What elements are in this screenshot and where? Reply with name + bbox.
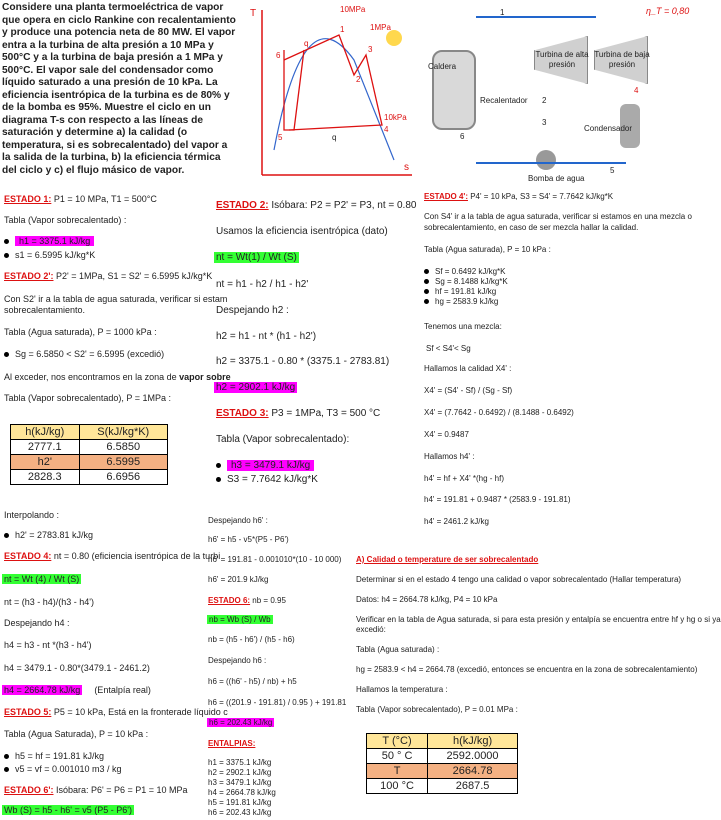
a-l7: Hallamos la temperatura : [356,685,448,694]
point-label: 6 [276,51,281,60]
list-item: h1 = 3375.1 kJ/kg [208,758,272,767]
e5-v5 [4,764,122,775]
h6-value: h6 = 202.43 kJ/kg [209,718,273,727]
s-axis-label: s [404,162,409,173]
e5-h5 [4,751,104,762]
e4-formula-text: nt = Wt (4) / Wt (S) [4,574,80,584]
interp-label: Interpolando : [4,510,60,520]
problem-statement [2,2,238,177]
a-l3: Verificar en la tabla de Agua saturada, si para esta presión y entalpía se encuentra entre hf y hg o si ya [356,615,721,624]
h4p-l1: h4' = hf + X4' *(hg - hf) [424,474,504,483]
x-l3: X4' = 0.9487 [424,430,469,439]
list-item: h3 = 3479.1 kJ/kg [208,778,272,787]
table-header [11,425,168,440]
h5-text: h5 = hf = 191.81 kJ/kg [15,751,105,761]
table-row [11,440,168,455]
e2-formula [214,252,299,264]
eta-annotation: η_T = 0,80 [646,6,690,16]
e4p-title: ESTADO 4': [424,192,468,201]
e6-h6 [207,718,274,728]
e2-l2: nt = h1 - h2 / h1 - h2' [216,279,309,290]
e4p-text: P4' = 10 kPa, S3 = S4' = 7.7642 kJ/kg*K [467,192,614,201]
table-cell: h2' [11,455,80,470]
e6-text: nb = 0.95 [250,596,286,605]
e6-l2: Despejando h6 : [208,656,267,665]
e4-l4: h4 = 3479.1 - 0.80*(3479.1 - 2461.2) [4,663,150,673]
hp-turbine-label: Turbina de alta presión [535,50,589,69]
plant-diagram [424,0,698,188]
e3-text: P3 = 1MPa, T3 = 500 °C [268,408,381,419]
e2p-exceed [4,372,231,383]
e2-l5: h2 = 3375.1 - 0.80 * (3375.1 - 2783.81) [216,356,390,367]
e3-table: Tabla (Vapor sobrecalentado): [216,434,350,445]
h4-value: h4 = 2664.78 kJ/kg [4,685,81,695]
bullet-icon [4,253,9,258]
a-l8: Tabla (Vapor sobrecalentado), P = 0.01 MPa : [356,705,518,714]
problem-line: 500°C y a la turbina de baja presión a 1 MPa y [2,52,223,63]
node-label: 1 [500,8,505,17]
a-l6: hg = 2583.9 < h4 = 2664.78 (excedió, entonces se encuentra en la zona de sobrecalentamiento) [356,665,698,674]
table-cell: 6.6956 [79,470,167,485]
pipe-bottom [476,162,626,164]
bullet-icon [4,533,9,538]
e2-line [216,200,416,212]
e6p-text: Isóbara: P6' = P6 = P1 = 10 MPa [53,785,188,795]
q-out-label: q [332,133,337,142]
pipe-top [476,16,596,18]
table-cell: h(kJ/kg) [11,425,80,440]
h2-value: h2 = 2902.1 kJ/kg [216,382,296,393]
a-l5: Tabla (Agua saturada) : [356,645,440,654]
lp-turbine-label: Turbina de baja presión [594,50,650,69]
problem-line: la salida de la turbina, b) la eficiencia térmica [2,152,221,163]
e4-l3: h4 = h3 - nt *(h3 - h4') [4,640,92,650]
node-label: 4 [634,86,639,95]
pump [536,150,556,170]
e6-formula [207,615,273,625]
s3-text: S3 = 7.7642 kJ/kg*K [227,474,318,485]
exceed-text: Al exceder, nos encontramos en la zona de [4,372,180,382]
pump-label: Bomba de agua [528,174,585,183]
ineq: Sf < S4'< Sg [426,344,471,353]
bullet-icon [424,299,429,304]
e1-h1 [4,236,94,247]
interp-table [10,424,168,485]
t-axis-label: T [250,8,257,19]
exceed-bold: vapor sobre [179,372,231,382]
a-l4: excedió: [356,625,386,634]
list-item: Sf = 0.6492 kJ/kg*K [424,267,508,277]
e2p-table-sat: Tabla (Agua saturada), P = 1000 kPa : [4,327,157,337]
point-label: 2 [356,75,361,84]
e5-table: Tabla (Agua Saturada), P = 10 kPa : [4,729,149,739]
e5-text: P5 = 10 kPa, Está en la fronterade líquido c [51,707,228,717]
problem-line: eficiencia isentrópica de la turbina es de 80% y [2,89,230,101]
table-row [11,470,168,485]
list-item: h6 = 202.43 kJ/kg [208,808,272,817]
boiler-label: Caldera [428,62,457,71]
e3-line [216,408,380,420]
problem-line: líquido saturado a una presión de 10 kPa. La [2,77,218,88]
sg-value: Sg = 6.5850 < S2' = 6.5995 (excedió) [15,349,165,359]
entalpias-list [208,758,276,818]
part-a-title: A) Calidad o temperature de ser sobrecalentado [356,555,539,564]
list-item: h2 = 2902.1 kJ/kg [208,768,272,777]
e2p-line [4,271,212,282]
a-l1: Determinar si en el estado 4 tengo una calidad o vapor sobrecalentado (Hallar temperatura) [356,575,682,584]
problem-line: 500°C. El vapor sale del condensador como [2,64,214,76]
problem-line: de la bomba es 95%. Muestre el ciclo en un [2,102,211,113]
x-l1: X4' = (S4' - Sf) / (Sg - Sf) [424,386,513,395]
e5-line [4,707,228,718]
e4p-l2: sobrecalentamiento, en caso de ser mezcla hallar la calidad. [424,223,639,232]
e6-formula-text: nb = Wb (S) / Wb [209,615,271,624]
e2p-desc-2: sobrecalentamiento. [4,305,86,315]
bullet-icon [4,239,9,244]
list-item: hg = 2583.9 kJ/kg [424,297,508,307]
calidad-label: Hallamos la calidad X4' : [424,364,512,373]
list-item: Sg = 8.1488 kJ/kg*K [424,277,508,287]
s1-value: s1 = 6.5995 kJ/kg*K [15,250,96,260]
h6p-l4: h6' = 201.9 kJ/kg [208,575,269,584]
e2-l4: h2 = h1 - nt * (h1 - h2') [216,331,317,342]
bullet-icon [424,269,429,274]
problem-line: Considere una planta termoeléctrica de vapor [2,2,224,13]
h4-real: (Entalpía real) [94,685,151,695]
condenser-label: Condensador [584,124,633,133]
bullet-icon [424,289,429,294]
e6-l1: nb = (h5 - h6') / (h5 - h6) [208,635,295,644]
table-cell: 2592.0000 [428,749,518,764]
e1-table-label: Tabla (Vapor sobrecalentado) : [4,215,127,225]
e4p-line [424,192,613,202]
h2p-value [4,530,93,541]
e3-s3 [216,474,318,486]
point-label: 4 [384,125,389,134]
e5-title: ESTADO 5: [4,707,52,717]
e4-text: nt = 0.80 (eficiencia isentrópica de la turbi [51,551,221,561]
point-label: 1 [340,25,345,34]
e6-line [208,596,286,606]
node-label: 3 [542,118,547,127]
node-label: 5 [610,166,615,175]
e4-h4 [2,685,151,696]
e6p-title: ESTADO 6': [4,785,54,795]
bullet-icon [4,754,9,759]
e2p-text: P2' = 1MPa, S1 = S2' = 6.5995 kJ/kg*K [53,271,213,281]
e1-text: P1 = 10 MPa, T1 = 500°C [51,194,157,204]
point-label: 5 [278,133,283,142]
bullet-icon [4,352,9,357]
e2p-table-vap: Tabla (Vapor sobrecalentado), P = 1MPa : [4,393,172,403]
e2-text: Isóbara: P2 = P2' = P3, nt = 0.80 [268,200,417,211]
e3-title: ESTADO 3: [216,408,269,419]
e2p-sg [4,349,164,360]
q-in-label: q [304,39,309,48]
table-row [367,749,518,764]
table-cell: 2777.1 [11,440,80,455]
e6-l3: h6 = ((h6' - h5) / nb) + h5 [208,677,297,686]
v5-text: v5 = vf = 0.001010 m3 / kg [15,764,122,774]
a-l2: Datos: h4 = 2664.78 kJ/kg, P4 = 10 kPa [356,595,498,604]
h2p-text: h2' = 2783.81 kJ/kg [15,530,94,540]
e3-h3 [216,460,314,472]
h4p-label: Hallamos h4' : [424,452,475,461]
problem-line: saturación y determine a) la calidad (o [2,127,188,138]
reheater-label: Recalentador [480,96,528,105]
p-mid-label: 1MPa [370,23,391,32]
table-cell: T (°C) [367,734,428,749]
e4-line [4,551,221,562]
e2-l3: Despejando h2 : [216,305,289,316]
e6-l4: h6 = ((201.9 - 191.81) / 0.95 ) + 191.81 [208,698,347,707]
e4-l2: Despejando h4 : [4,618,70,628]
node-label: 6 [460,132,465,141]
table-cell: 2664.78 [428,764,518,779]
list-item: hf = 191.81 kJ/kg [424,287,508,297]
e2p-desc-1: Con S2' ir a la tabla de agua saturada, verificar si estam [4,294,228,304]
table-cell: 6.5995 [79,455,167,470]
table-cell: T [367,764,428,779]
e4p-table: Tabla (Agua saturada), P = 10 kPa : [424,245,551,254]
problem-line: que opera en ciclo Rankine con recalentamiento [2,14,236,26]
bullet-icon [216,477,221,482]
e4-l1: nt = (h3 - h4)/(h3 - h4') [4,597,95,607]
e2-h2 [214,382,297,394]
e4-title: ESTADO 4: [4,551,52,561]
problem-line: del ciclo y c) el flujo másico de vapor. [2,164,185,176]
e4p-l1: Con S4' ir a la tabla de agua saturada, verificar si estamos en una mezcla o [424,212,692,221]
h6p-l2: h6' = h5 - v5*(P5 - P6') [208,535,289,544]
table-row [367,779,518,794]
point-label: 3 [368,45,373,54]
table-cell: 6.5850 [79,440,167,455]
table-row [367,764,518,779]
x-l2: X4' = (7.7642 - 0.6492) / (8.1488 - 0.6492) [424,408,574,417]
bullet-icon [424,279,429,284]
e1-line [4,194,157,205]
e2-formula-text: nt = Wt(1) / Wt (S) [216,252,297,263]
bullet-icon [4,767,9,772]
table-cell: S(kJ/kg*K) [79,425,167,440]
table-cell: 2687.5 [428,779,518,794]
problem-line: y produce una potencia neta de 80 MW. El vapor [2,27,236,38]
table-header [367,734,518,749]
mezcla: Tenemos una mezcla: [424,322,502,331]
e2-title: ESTADO 2: [216,200,269,211]
e6-title: ESTADO 6: [208,596,251,605]
ts-diagram [244,0,420,188]
table-cell: 100 °C [367,779,428,794]
table-cell: 2828.3 [11,470,80,485]
problem-line: diagrama T-s con respecto a las líneas de [2,114,204,126]
problem-line: temperatura, si es sobrecalentado) del vapor a [2,139,228,151]
e6p-formula [2,805,134,816]
list-item: h4 = 2664.78 kJ/kg [208,788,276,797]
e4-formula [2,574,81,585]
h4p-l2: h4' = 191.81 + 0.9487 * (2583.9 - 191.81) [424,495,571,504]
e6p-line [4,785,188,796]
h6p-l3: h6' = 191.81 - 0.001010*(10 - 10 000) [208,555,342,564]
table-row [11,455,168,470]
problem-line: entra a la turbina de alta presión a 10 MPa y [2,39,214,51]
entalpias-title: ENTALPIAS: [208,739,256,748]
table-cell: 50 ° C [367,749,428,764]
node-label: 2 [542,96,547,105]
h6p-l1: Despejando h6' : [208,516,268,525]
list-item: h5 = 191.81 kJ/kg [208,798,272,807]
temp-table [366,733,518,794]
e1-s1 [4,250,95,261]
h1-value: h1 = 3375.1 kJ/kg [15,236,94,246]
p-low-label: 10kPa [384,113,407,122]
p-high-label: 10MPa [340,5,366,14]
h3-value: h3 = 3479.1 kJ/kg [227,460,314,471]
table-cell: h(kJ/kg) [428,734,518,749]
e6p-formula-text: Wb (S) = h5 - h6' = v5 (P5 - P6') [4,805,132,815]
h4p-l3: h4' = 2461.2 kJ/kg [424,517,489,526]
e2p-title: ESTADO 2': [4,271,54,281]
e1-title: ESTADO 1: [4,194,52,204]
e4p-list [424,267,508,307]
bullet-icon [216,463,221,468]
e2-l1: Usamos la eficiencia isentrópica (dato) [216,226,388,237]
